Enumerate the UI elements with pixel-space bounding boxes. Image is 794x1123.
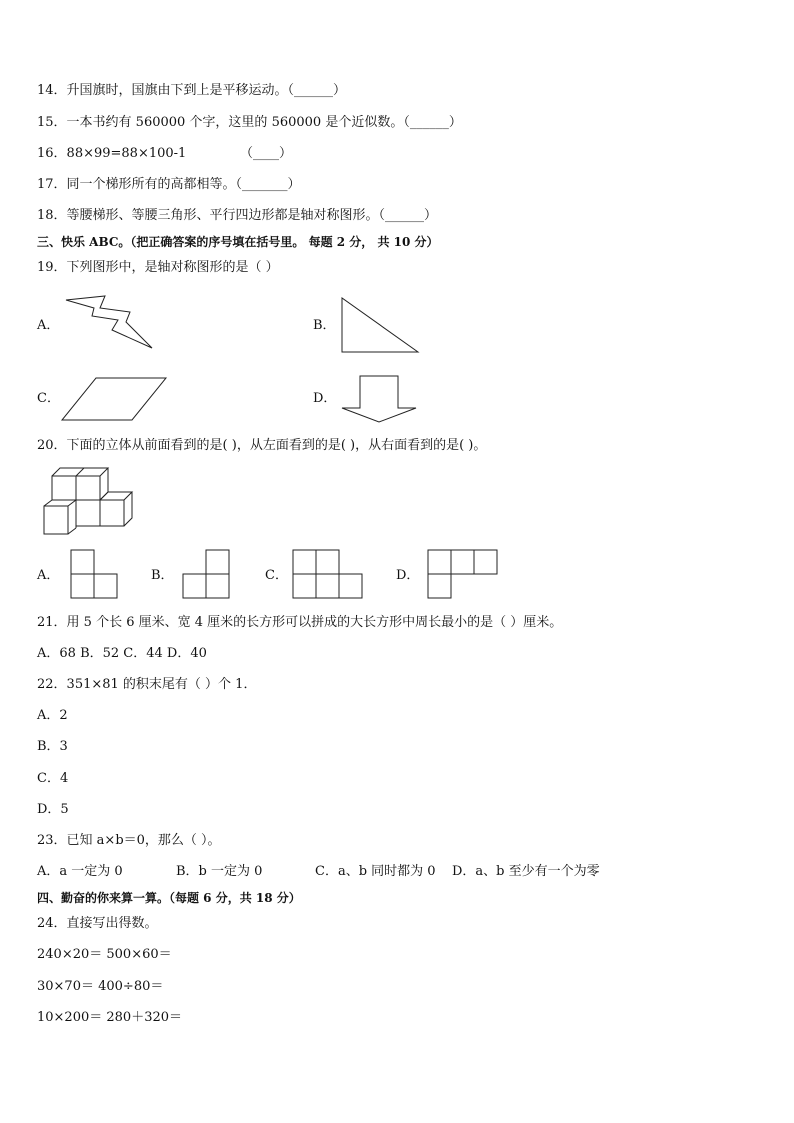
q20-view-a-figure — [70, 549, 120, 601]
section-4-heading: 四、勤奋的你来算一算。（每题 6 分，共 18 分） — [37, 891, 301, 905]
q23-option-c: C．a、b 同时都为 0 — [315, 864, 436, 879]
calc-row-2: 30×70＝ 400÷80＝ — [37, 979, 164, 994]
question-24: 24．直接写出得数。 — [37, 916, 158, 931]
parallelogram-figure — [60, 376, 170, 424]
question-15: 15．一本书约有 560000 个字，这里的 560000 是个近似数。（______） — [37, 115, 462, 130]
down-arrow-figure — [338, 374, 420, 424]
question-21-options: A．68 B．52 C．44 D．40 — [37, 646, 207, 661]
q20-option-d-label: D． — [396, 568, 420, 583]
q20-view-d-figure — [427, 549, 501, 601]
q19-option-b-label: B． — [313, 318, 336, 333]
question-21: 21．用 5 个长 6 厘米、宽 4 厘米的长方形可以拼成的大长方形中周长最小的是（ ）厘米。 — [37, 615, 563, 630]
q19-option-c-label: C． — [37, 391, 60, 406]
q23-option-b: B．b 一定为 0 — [176, 864, 263, 879]
q23-option-d: D．a、b 至少有一个为零 — [452, 864, 600, 879]
question-20: 20．下面的立体从前面看到的是( )，从左面看到的是( )，从右面看到的是( )。 — [37, 438, 487, 453]
question-14: 14．升国旗时，国旗由下到上是平移运动。（______） — [37, 83, 347, 98]
q22-option-b: B．3 — [37, 739, 68, 754]
calc-row-3: 10×200＝ 280＋320＝ — [37, 1010, 183, 1025]
q22-option-d: D．5 — [37, 802, 69, 817]
q19-option-a-label: A． — [37, 318, 60, 333]
cube-solid-figure — [40, 466, 135, 538]
q22-option-a: A．2 — [37, 708, 68, 723]
lightning-shape-figure — [60, 294, 160, 354]
question-16-blank: （____） — [240, 146, 293, 161]
section-3-heading: 三、快乐 ABC。（把正确答案的序号填在括号里。 每题 2 分， 共 10 分） — [37, 235, 439, 249]
q23-option-a: A．a 一定为 0 — [37, 864, 123, 879]
q19-option-d-label: D． — [313, 391, 337, 406]
q20-view-b-figure — [182, 549, 232, 601]
q20-view-c-figure — [292, 549, 366, 601]
question-22: 22．351×81 的积末尾有（ ）个 1． — [37, 677, 257, 692]
question-17: 17．同一个梯形所有的高都相等。（_______） — [37, 177, 301, 192]
calc-row-1: 240×20＝ 500×60＝ — [37, 947, 172, 962]
q20-option-b-label: B． — [151, 568, 174, 583]
q22-option-c: C．4 — [37, 771, 69, 786]
question-19: 19．下列图形中，是轴对称图形的是（ ） — [37, 260, 279, 275]
question-16: 16．88×99=88×100-1 — [37, 146, 187, 161]
right-triangle-figure — [338, 296, 423, 356]
question-18: 18．等腰梯形、等腰三角形、平行四边形都是轴对称图形。（______） — [37, 208, 438, 223]
question-23: 23．已知 a×b＝0，那么（ ）。 — [37, 833, 221, 848]
q20-option-c-label: C． — [265, 568, 288, 583]
q20-option-a-label: A． — [37, 568, 60, 583]
